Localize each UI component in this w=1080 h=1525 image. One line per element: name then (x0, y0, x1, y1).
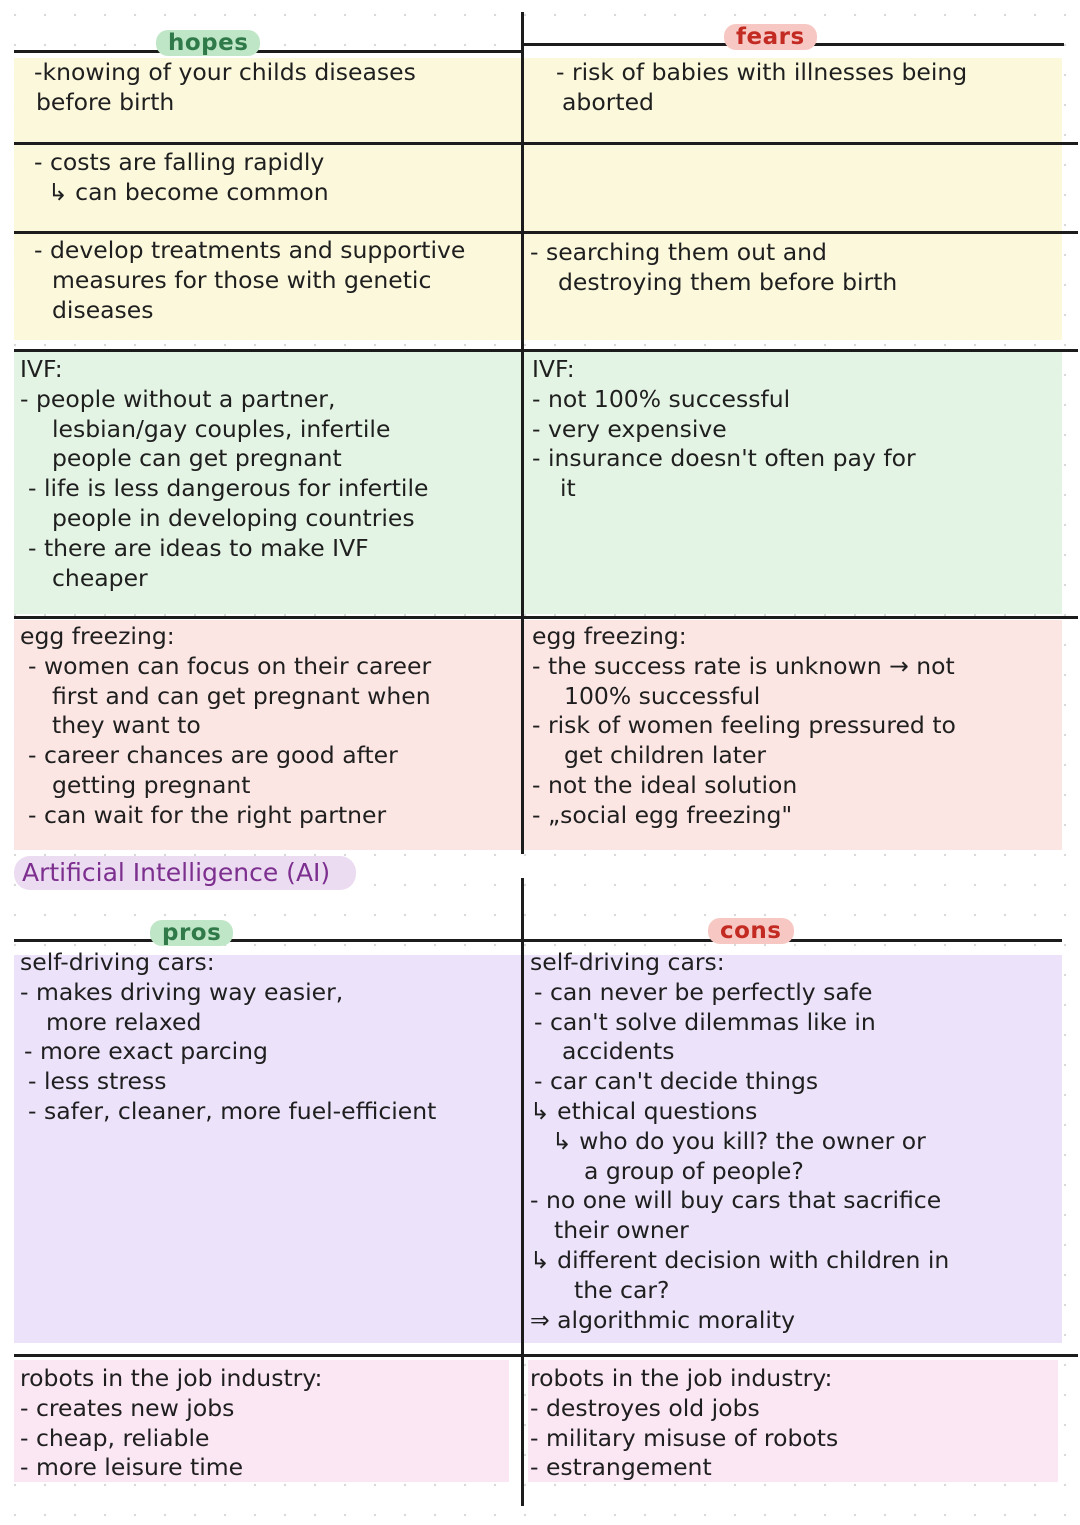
header-cons: cons (708, 918, 794, 944)
text-line: - the success rate is unknown → not (532, 651, 955, 680)
text-line: destroying them before birth (558, 267, 898, 296)
text-line: - car can't decide things (534, 1067, 819, 1096)
text-line: lesbian/gay couples, infertile (52, 414, 391, 443)
text-line: - not the ideal solution (532, 770, 798, 799)
text-line: their owner (554, 1216, 689, 1245)
text-line: get children later (564, 741, 767, 770)
text-line: - people without a partner, (20, 384, 336, 413)
cell-hopes-ivf (20, 355, 428, 593)
text-line: - cheap, reliable (20, 1423, 210, 1452)
cell-cons-robots (530, 1364, 838, 1483)
text-line: - makes driving way easier, (20, 977, 344, 1006)
text-line: - no one will buy cars that sacrifice (530, 1186, 942, 1215)
cell-fears-destroying (530, 238, 897, 298)
row-divider (14, 349, 1078, 352)
text-line: robots in the job industry: (530, 1364, 833, 1392)
text-line: before birth (36, 87, 175, 116)
header-pros: pros (150, 920, 233, 946)
text-line: robots in the job industry: (20, 1364, 323, 1392)
section-title-ai: Artificial Intelligence (AI) (14, 856, 356, 890)
cell-fears-ivf (532, 355, 916, 504)
text-line: - can't solve dilemmas like in (534, 1007, 876, 1036)
text-line: - more exact parcing (24, 1037, 268, 1066)
text-line: - life is less dangerous for infertile (28, 474, 429, 503)
text-line: egg freezing: (532, 622, 687, 650)
text-line: - not 100% successful (532, 384, 791, 413)
text-line: - estrangement (530, 1453, 712, 1482)
text-line: - „social egg freezing" (532, 800, 793, 829)
column-divider-bottom (521, 878, 524, 1506)
header-rule-left (14, 50, 521, 53)
text-line: accidents (562, 1037, 675, 1066)
column-divider-top (521, 12, 524, 854)
text-line: ↳ ethical questions (530, 1096, 758, 1125)
text-line: - risk of babies with illnesses being (556, 58, 968, 86)
cell-pros-self-driving (20, 948, 436, 1127)
text-line: self-driving cars: (20, 948, 215, 976)
text-line: IVF: (20, 355, 63, 383)
header-fears: fears (724, 24, 817, 50)
row-divider (14, 616, 1078, 619)
text-line: ↳ different decision with children in (530, 1245, 950, 1274)
text-line: - develop treatments and supportive (34, 236, 466, 264)
text-line: ⇒ algorithmic morality (530, 1305, 796, 1334)
text-line: - more leisure time (20, 1453, 244, 1482)
text-line: - there are ideas to make IVF (28, 533, 369, 562)
text-line: - military misuse of robots (530, 1423, 839, 1452)
text-line: - creates new jobs (20, 1393, 235, 1422)
text-line: the car? (574, 1275, 670, 1304)
row-divider (14, 142, 1078, 145)
cell-hopes-treatments (34, 236, 465, 325)
text-line: -knowing of your childs diseases (34, 58, 416, 86)
text-line: more relaxed (46, 1007, 202, 1036)
text-line: - risk of women feeling pressured to (532, 711, 956, 740)
text-line: aborted (562, 87, 654, 116)
header-hopes: hopes (156, 30, 260, 56)
text-line: first and can get pregnant when (52, 681, 431, 710)
text-line: - less stress (28, 1067, 167, 1096)
text-line: getting pregnant (52, 770, 251, 799)
text-line: - can wait for the right partner (28, 800, 387, 829)
text-line: 100% successful (564, 681, 761, 710)
cell-hopes-costs (34, 148, 329, 208)
text-line: - searching them out and (530, 238, 827, 266)
text-line: - career chances are good after (28, 741, 398, 770)
row-divider (14, 231, 1078, 234)
cell-hopes-diagnosis (34, 58, 416, 118)
text-line: - costs are falling rapidly (34, 148, 325, 176)
text-line: - safer, cleaner, more fuel-efficient (28, 1096, 437, 1125)
text-line: - insurance doesn't often pay for (532, 444, 916, 473)
text-line: - can never be perfectly safe (534, 977, 873, 1006)
text-line: ↳ who do you kill? the owner or (552, 1126, 926, 1155)
text-line: people can get pregnant (52, 444, 342, 473)
row-divider (14, 1354, 1078, 1357)
text-line: IVF: (532, 355, 575, 383)
text-line: measures for those with genetic (52, 265, 432, 294)
text-line: people in developing countries (52, 503, 415, 532)
text-line: diseases (52, 295, 154, 324)
text-line: - women can focus on their career (28, 651, 432, 680)
cell-cons-self-driving (530, 948, 949, 1335)
cell-pros-robots (20, 1364, 322, 1483)
text-line: - destroyes old jobs (530, 1393, 760, 1422)
cell-fears-abortion (556, 58, 967, 118)
text-line: they want to (52, 711, 201, 740)
text-line: self-driving cars: (530, 948, 725, 976)
cell-fears-egg-freezing (532, 622, 956, 831)
text-line: ↳ can become common (48, 177, 329, 206)
text-line: - very expensive (532, 414, 727, 443)
text-line: cheaper (52, 563, 148, 592)
text-line: it (560, 474, 576, 503)
text-line: egg freezing: (20, 622, 175, 650)
cell-hopes-egg-freezing (20, 622, 431, 831)
text-line: a group of people? (584, 1156, 804, 1185)
